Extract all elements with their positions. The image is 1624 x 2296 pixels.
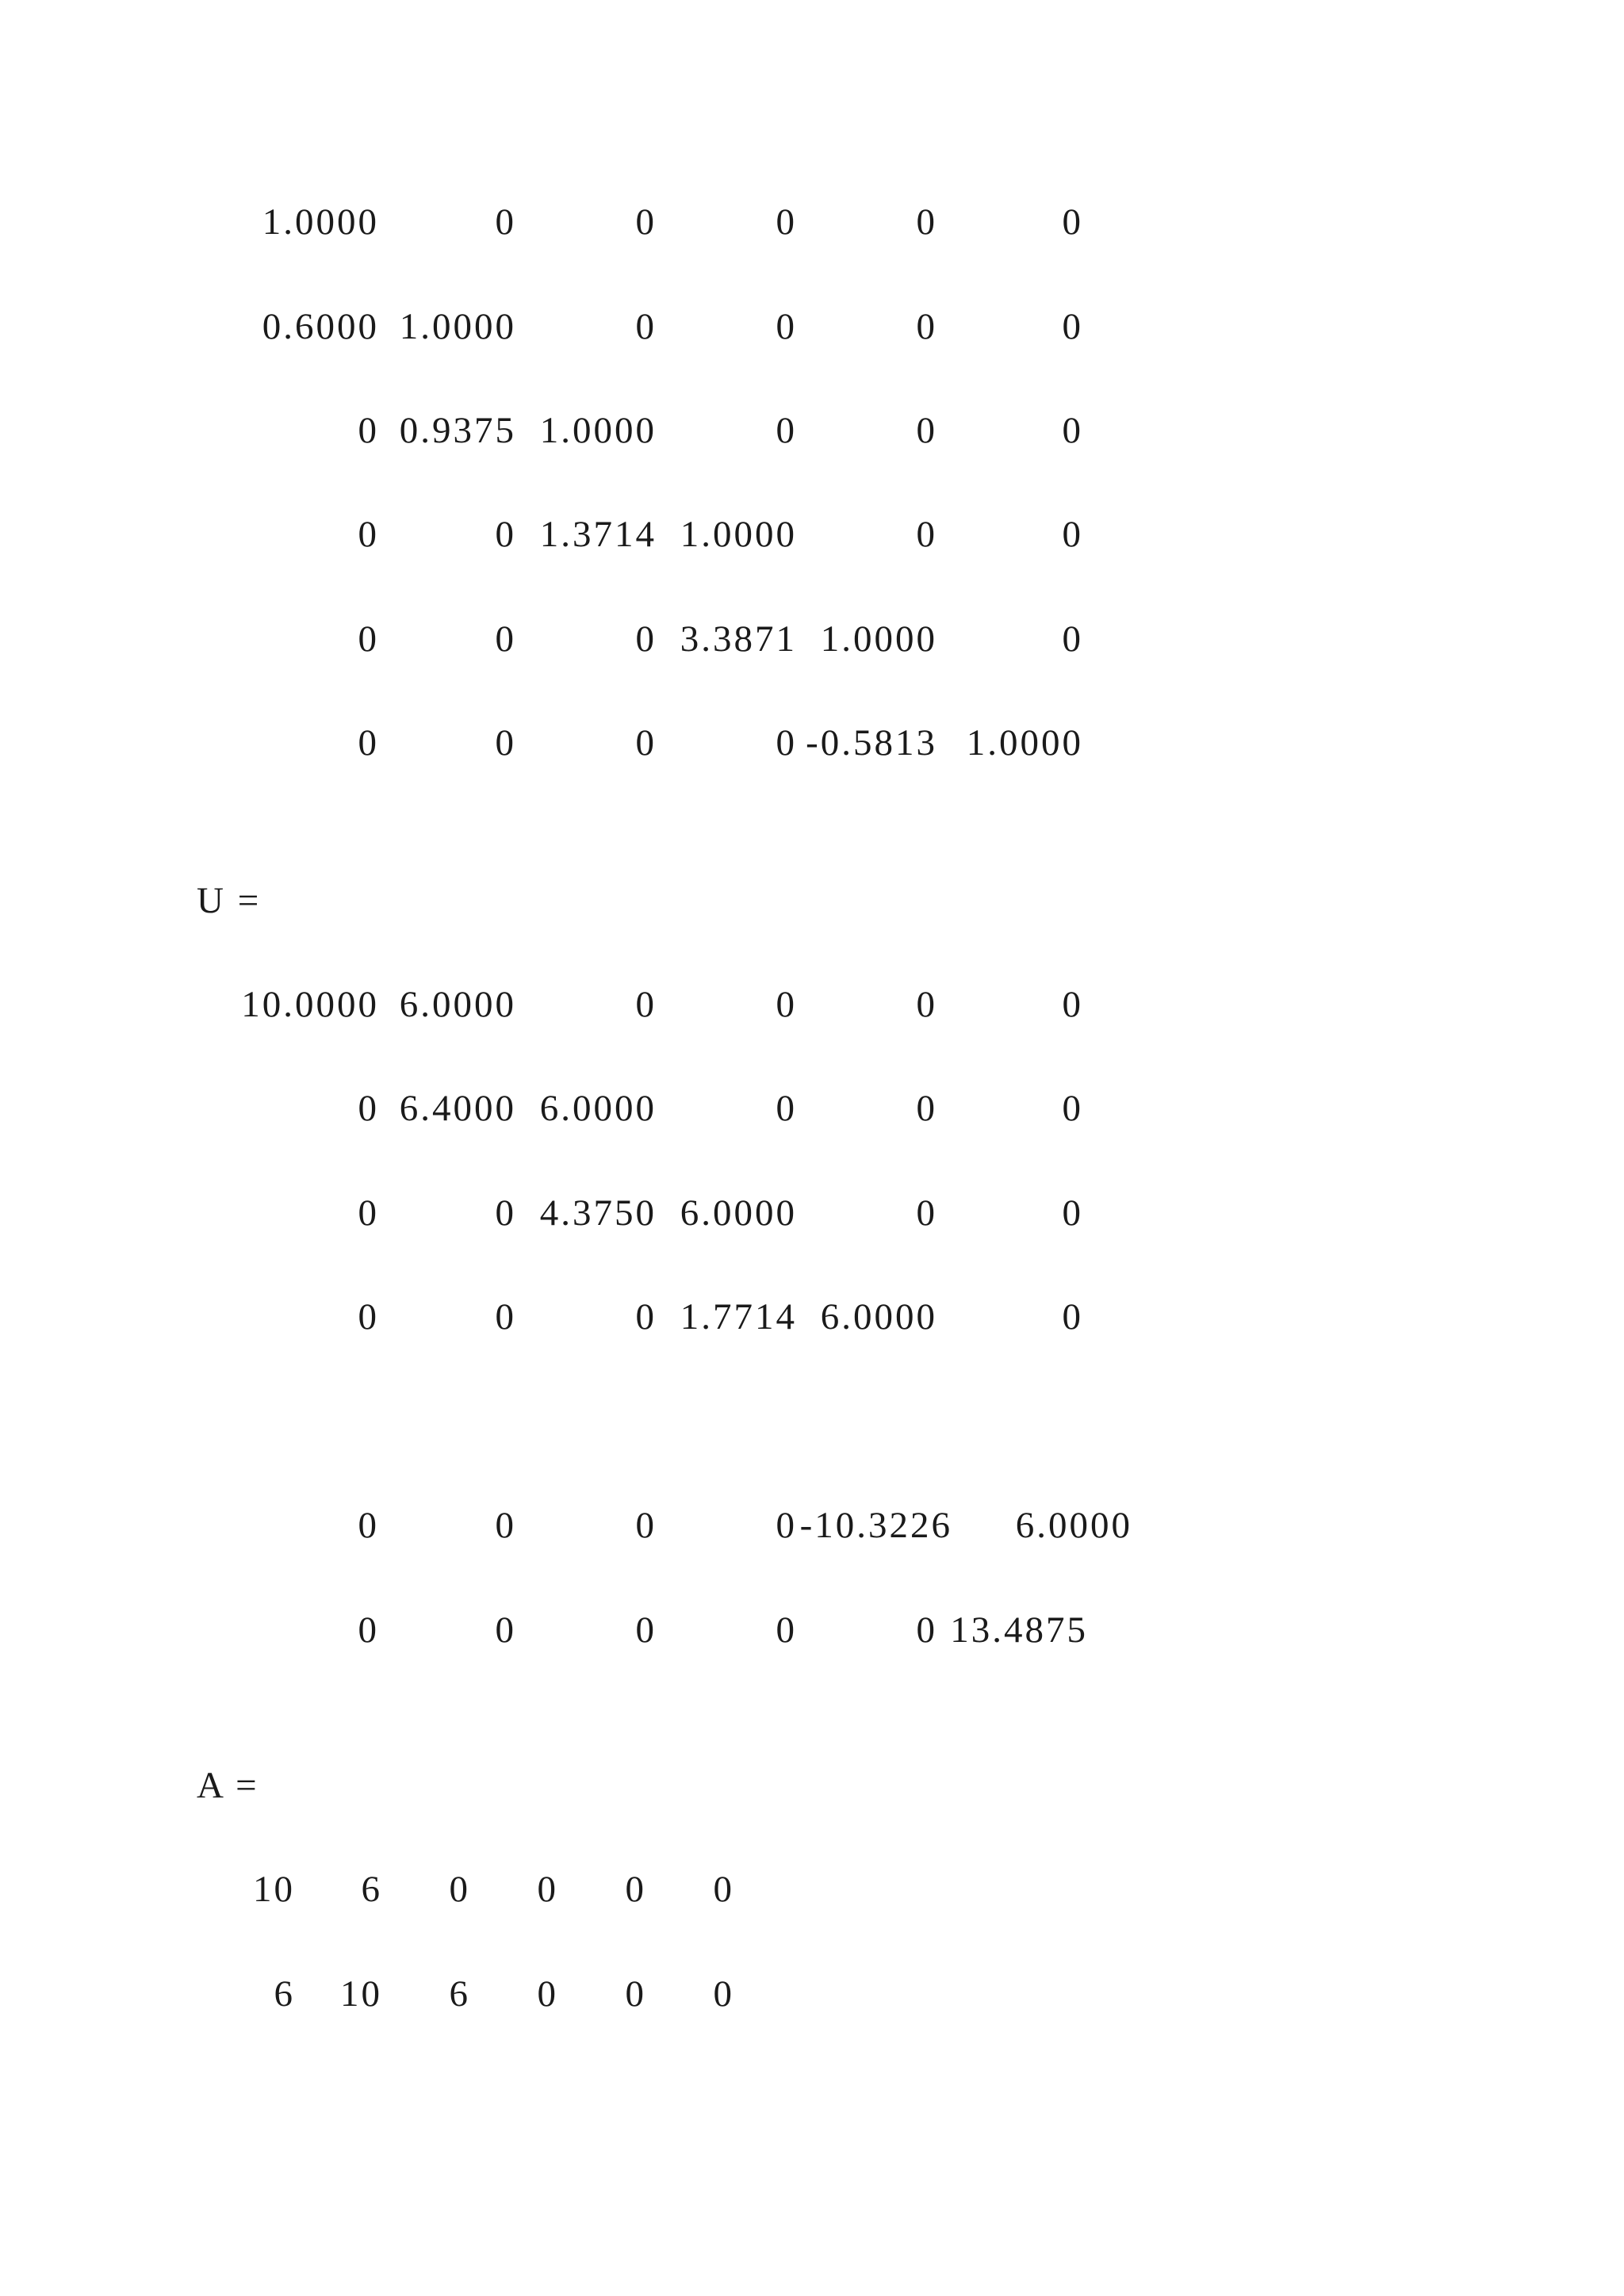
matrix-cell: 0 — [358, 1088, 379, 1129]
matrix-cell: 0 — [1062, 984, 1083, 1025]
matrix-cell: 0 — [776, 201, 797, 243]
matrix-row — [0, 981, 1269, 1028]
matrix-cell: 0 — [358, 722, 379, 763]
matrix-row — [0, 407, 1269, 454]
matrix-cell: 6 — [274, 1973, 295, 2015]
matrix-cell: 0 — [358, 1505, 379, 1546]
matrix-row — [0, 1866, 1269, 1913]
matrix-cell: 0 — [635, 1505, 657, 1546]
matrix-cell: 0 — [358, 1192, 379, 1234]
matrix-cell: 3.3871 — [680, 618, 797, 660]
matrix-row — [0, 511, 1269, 558]
matrix-cell: 0 — [1062, 410, 1083, 451]
matrix-cell: 1.0000 — [680, 514, 797, 555]
matrix-cell: 0 — [1062, 1296, 1083, 1337]
matrix-cell: 0 — [713, 1869, 734, 1910]
matrix-cell: 0 — [537, 1869, 558, 1910]
matrix-cell: 0 — [495, 722, 516, 763]
matrix-cell: 0 — [635, 1609, 657, 1651]
matrix-cell: 0.6000 — [262, 306, 379, 347]
matrix-cell: 6 — [361, 1869, 382, 1910]
matrix-cell: 0 — [635, 201, 657, 243]
matrix-row — [0, 1502, 1269, 1549]
matrix-cell: 0 — [916, 306, 937, 347]
matrix-cell: 0 — [776, 984, 797, 1025]
matrix-cell: 1.0000 — [539, 410, 657, 451]
matrix-cell: 10 — [253, 1869, 295, 1910]
matrix-row — [0, 615, 1269, 663]
label-u: U = — [197, 880, 262, 921]
matrix-cell: 6.0000 — [820, 1296, 937, 1337]
matrix-cell: 0 — [635, 1296, 657, 1337]
matrix-cell: 0 — [537, 1973, 558, 2015]
matrix-cell: 4.3750 — [539, 1192, 657, 1234]
matrix-cell: 0 — [495, 618, 516, 660]
matrix-cell: 0 — [625, 1973, 646, 2015]
matrix-cell: 0 — [635, 306, 657, 347]
matrix-row — [0, 1606, 1269, 1654]
matrix-cell: 0 — [1062, 1088, 1083, 1129]
matrix-row — [0, 1085, 1269, 1132]
matrix-cell: 0 — [625, 1869, 646, 1910]
matrix-cell: 0 — [1062, 1192, 1083, 1234]
matrix-cell: 0 — [1062, 306, 1083, 347]
matrix-row — [0, 719, 1269, 767]
matrix-cell: 1.0000 — [966, 722, 1083, 763]
matrix-cell: 10 — [340, 1973, 382, 2015]
matrix-cell: 1.0000 — [820, 618, 937, 660]
matrix-cell: 0 — [776, 1609, 797, 1651]
matrix-cell: 0 — [776, 1088, 797, 1129]
matrix-cell: 0.9375 — [399, 410, 516, 451]
matrix-cell: 0 — [776, 722, 797, 763]
matrix-cell: 10.0000 — [241, 984, 379, 1025]
matrix-cell: 0 — [495, 201, 516, 243]
matrix-cell: 6 — [449, 1973, 470, 2015]
matrix-cell: 0 — [358, 618, 379, 660]
matrix-cell: 0 — [916, 1088, 937, 1129]
matrix-row — [0, 1189, 1269, 1237]
matrix-cell: 0 — [916, 1609, 937, 1651]
matrix-cell: -10.3226 — [799, 1505, 952, 1546]
matrix-cell: 13.4875 — [950, 1609, 1088, 1651]
matrix-row — [0, 1970, 1269, 2018]
matrix-cell: 0 — [916, 514, 937, 555]
matrix-cell: 0 — [495, 1296, 516, 1337]
matrix-cell: 0 — [358, 1609, 379, 1651]
matrix-cell: 0 — [358, 410, 379, 451]
matrix-row — [0, 1293, 1269, 1341]
matrix-cell: 0 — [358, 514, 379, 555]
matrix-cell: 6.0000 — [399, 984, 516, 1025]
matrix-cell: 0 — [635, 984, 657, 1025]
matrix-cell: -0.5813 — [806, 722, 937, 763]
matrix-cell: 0 — [358, 1296, 379, 1337]
matrix-cell: 6.0000 — [680, 1192, 797, 1234]
matrix-cell: 0 — [495, 1505, 516, 1546]
matrix-cell: 0 — [495, 1192, 516, 1234]
matrix-cell: 0 — [916, 201, 937, 243]
matrix-cell: 0 — [495, 514, 516, 555]
matrix-cell: 0 — [916, 984, 937, 1025]
matrix-cell: 0 — [776, 410, 797, 451]
matrix-cell: 0 — [916, 410, 937, 451]
matrix-cell: 0 — [776, 1505, 797, 1546]
matrix-cell: 0 — [1062, 618, 1083, 660]
matrix-cell: 1.0000 — [399, 306, 516, 347]
matrix-cell: 0 — [776, 306, 797, 347]
label-a: A = — [197, 1765, 259, 1806]
matrix-cell: 6.0000 — [1015, 1505, 1132, 1546]
matrix-cell: 6.4000 — [399, 1088, 516, 1129]
matrix-cell: 0 — [635, 722, 657, 763]
matrix-cell: 0 — [916, 1192, 937, 1234]
matrix-cell: 1.3714 — [539, 514, 657, 555]
matrix-cell: 0 — [635, 618, 657, 660]
matrix-row — [0, 198, 1269, 246]
matrix-cell: 6.0000 — [539, 1088, 657, 1129]
matrix-cell: 0 — [1062, 514, 1083, 555]
matrix-cell: 0 — [1062, 201, 1083, 243]
matrix-row — [0, 303, 1269, 350]
matrix-cell: 0 — [449, 1869, 470, 1910]
matrix-cell: 1.7714 — [680, 1296, 797, 1337]
matrix-cell: 0 — [713, 1973, 734, 2015]
matrix-cell: 0 — [495, 1609, 516, 1651]
matrix-cell: 1.0000 — [262, 201, 379, 243]
